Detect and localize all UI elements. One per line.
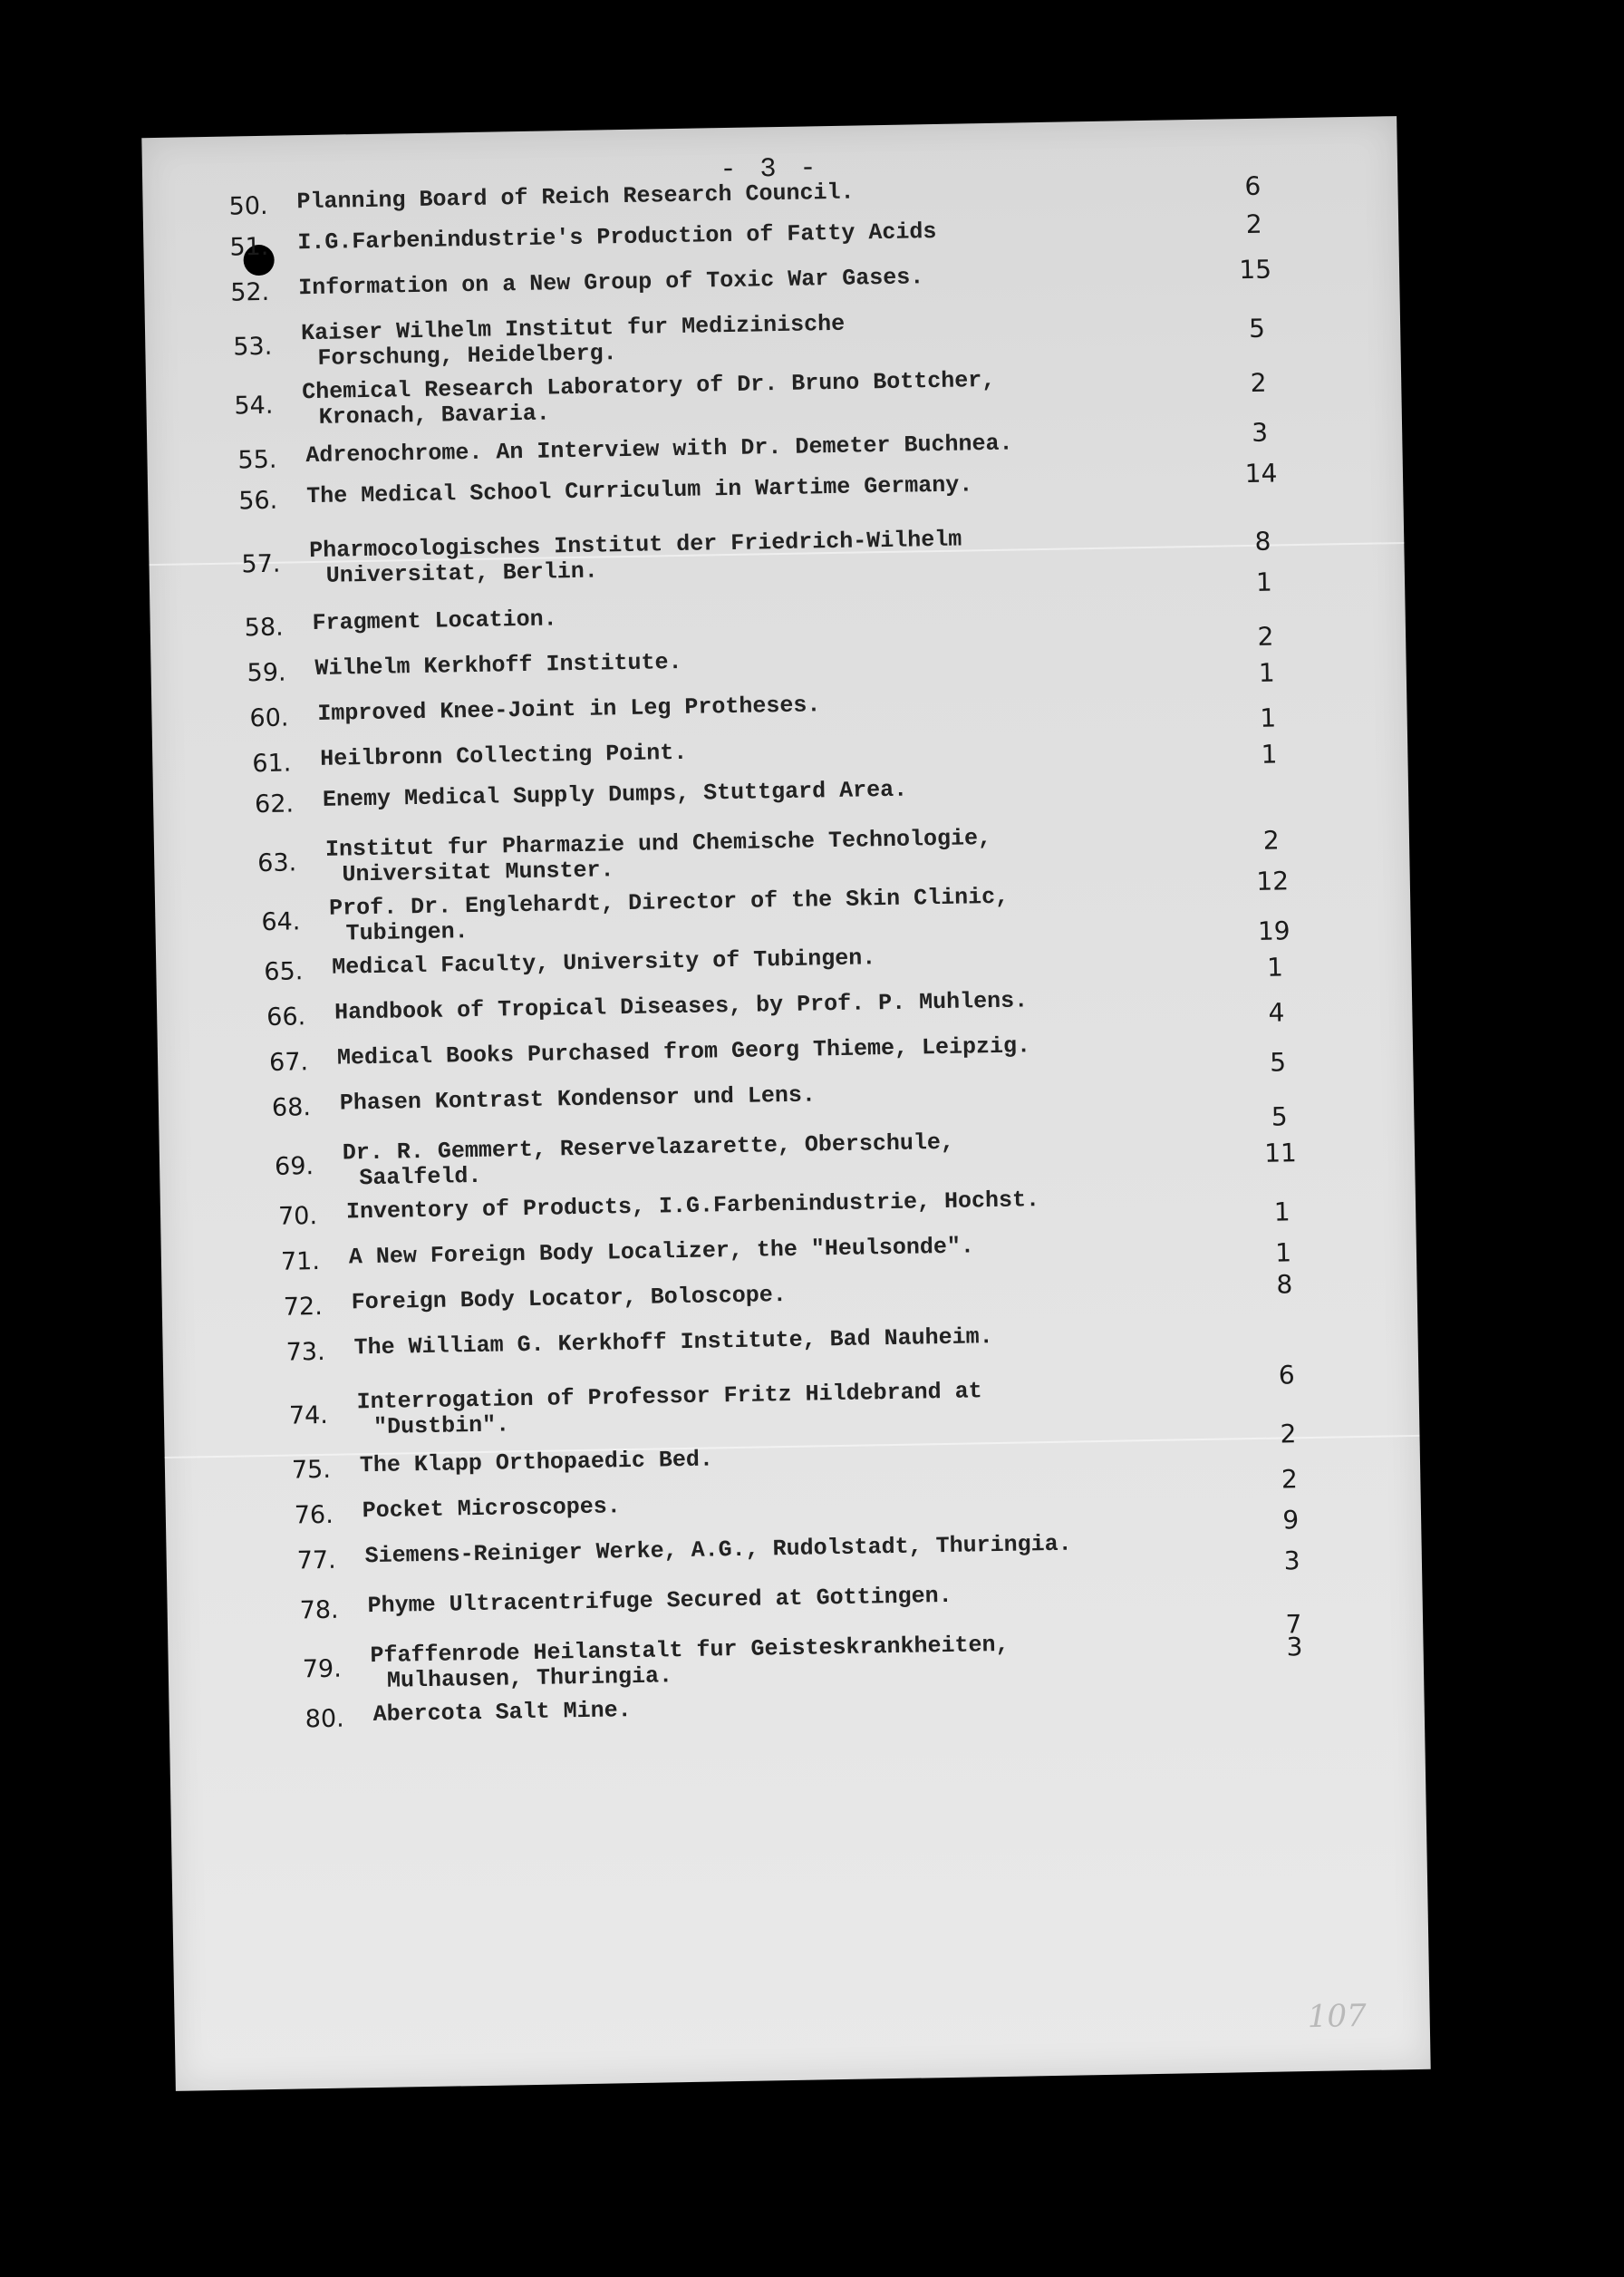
page-count: 1 — [1273, 1197, 1290, 1227]
entry-title-line: The Klapp Orthopaedic Bed. — [359, 1446, 714, 1479]
entry-title-line: Planning Board of Reich Research Council. — [296, 179, 855, 216]
page-count: 5 — [1271, 1101, 1288, 1132]
entry-title-line: Universitat Munster. — [342, 857, 614, 888]
page-count: 8 — [1254, 526, 1271, 557]
entry-title — [343, 1130, 955, 1192]
entry-title — [320, 741, 688, 772]
entry-title-line: "Dustbin". — [372, 1411, 510, 1440]
entry-title-line: Universitat, Berlin. — [325, 557, 599, 589]
entry-title-line: Foreign Body Locator, Boloscope. — [351, 1282, 788, 1316]
entry-title-line: Handbook of Tropical Diseases, by Prof. P. Muhlens. — [334, 987, 1029, 1026]
entry-number: 61. — [252, 749, 292, 779]
entry-number: 75. — [291, 1455, 332, 1485]
entry-title-line: Forschung, Heidelberg. — [317, 340, 617, 372]
page-count: 1 — [1274, 1237, 1292, 1268]
list-item — [149, 519, 1404, 589]
entry-title — [370, 1633, 1010, 1694]
entry-title-line: Phyme Ultracentrifuge Secured at Gottingen. — [367, 1582, 952, 1620]
page-count: 1 — [1255, 567, 1273, 597]
entry-number: 57. — [241, 549, 281, 579]
page-count: 3 — [1251, 417, 1269, 448]
page-number: - 3 - — [720, 153, 820, 187]
entry-title — [372, 1698, 631, 1728]
entry-title-line: The Medical School Curriculum in Wartime Germany. — [305, 471, 973, 510]
page-count: 2 — [1262, 825, 1281, 856]
entry-number: 63. — [257, 848, 297, 878]
list-item — [145, 302, 1400, 372]
entry-title-line: Phasen Kontrast Kondensor und Lens. — [339, 1081, 817, 1117]
entry-title — [301, 312, 846, 372]
entry-title-line: Fragment Location. — [312, 606, 557, 637]
entry-title-line: Medical Faculty, University of Tubingen. — [332, 945, 876, 981]
entry-number: 72. — [283, 1292, 324, 1322]
entry-title — [323, 778, 907, 813]
entry-number: 66. — [266, 1003, 306, 1032]
page-count: 3 — [1286, 1632, 1303, 1662]
entry-number: 71. — [280, 1247, 321, 1276]
entry-number: 56. — [238, 486, 278, 516]
document-page — [141, 116, 1430, 2091]
entry-title — [360, 1447, 714, 1478]
entry-number: 62. — [254, 790, 295, 819]
entry-title — [325, 826, 992, 888]
list-item — [163, 1360, 1418, 1440]
entry-title — [349, 1234, 975, 1270]
entry-title-line: Pocket Microscopes. — [362, 1493, 622, 1525]
entry-number: 68. — [271, 1093, 312, 1122]
page-count: 6 — [1244, 170, 1262, 202]
entry-title — [353, 1324, 993, 1361]
entry-title-line: Kaiser Wilhelm Institut fur Medizinische — [300, 310, 846, 347]
page-count: 5 — [1248, 313, 1266, 344]
entry-title-line: Prof. Dr. Englehardt, Director of the Skin Clinic, — [328, 883, 1010, 922]
entry-title-line: Enemy Medical Supply Dumps, Stuttgard Area. — [322, 776, 908, 813]
entry-list — [141, 116, 1430, 2091]
entry-number: 64. — [261, 907, 301, 937]
entry-number: 73. — [285, 1337, 325, 1367]
entry-title-line: Institut fur Pharmazie und Chemische Technologie, — [324, 825, 992, 863]
entry-title — [367, 1584, 952, 1619]
entry-number: 51. — [229, 232, 269, 262]
entry-number: 76. — [294, 1500, 334, 1530]
entry-number: 50. — [228, 191, 268, 221]
entry-title — [352, 1283, 787, 1315]
entry-number: 60. — [249, 703, 289, 733]
entry-title-line: Inventory of Products, I.G.Farbenindustrie, Hochst. — [345, 1187, 1040, 1226]
entry-title-line: Chemical Research Laboratory of Dr. Bruno Bottcher, — [301, 366, 996, 406]
page-count: 1 — [1266, 952, 1284, 983]
entry-number: 65. — [264, 957, 304, 987]
entry-number: 69. — [274, 1152, 314, 1181]
entry-title — [317, 693, 820, 727]
page-count: 1 — [1258, 657, 1275, 688]
page-count: 3 — [1283, 1545, 1300, 1576]
entry-title-line: I.G.Farbenindustrie's Production of Fatty Acids — [297, 218, 937, 257]
list-item — [143, 208, 1398, 262]
entry-title-line: Abercota Salt Mine. — [372, 1697, 632, 1729]
entry-number: 77. — [296, 1545, 336, 1575]
entry-title — [302, 368, 996, 431]
entry-title-line: Tubingen. — [345, 918, 469, 947]
entry-title — [364, 1532, 1072, 1570]
page-count: 2 — [1280, 1419, 1297, 1449]
entry-title — [329, 885, 1010, 947]
page-count: 2 — [1250, 367, 1267, 398]
page-count: 4 — [1268, 997, 1285, 1028]
page-count: 12 — [1256, 866, 1290, 896]
page-count: 5 — [1269, 1047, 1287, 1078]
entry-title — [297, 219, 937, 256]
page-count: 6 — [1278, 1360, 1295, 1390]
entry-number: 80. — [304, 1704, 344, 1734]
entry-title — [305, 431, 1013, 470]
list-item — [142, 170, 1397, 221]
entry-number: 55. — [237, 445, 277, 475]
entry-title-line: Wilhelm Kerkhoff Institute. — [314, 648, 682, 682]
page-count: 2 — [1257, 621, 1274, 652]
entry-title-line: Saalfeld. — [359, 1162, 482, 1192]
page-count: 11 — [1263, 1138, 1298, 1168]
entry-title-line: Improved Knee-Joint in Leg Protheses. — [317, 692, 821, 727]
entry-title-line: Pharmocologisches Institut der Friedrich-Wilhelm — [309, 526, 962, 565]
entry-number: 59. — [246, 658, 286, 688]
entry-number: 74. — [288, 1400, 329, 1430]
page-count: 19 — [1257, 916, 1290, 946]
entry-title — [334, 988, 1028, 1025]
entry-title — [296, 180, 855, 216]
entry-number: 70. — [277, 1202, 318, 1231]
entry-title — [312, 606, 556, 636]
page-count: 9 — [1282, 1505, 1300, 1536]
entry-title — [298, 265, 924, 301]
page-count: 2 — [1281, 1464, 1299, 1495]
entry-number: 67. — [268, 1048, 309, 1077]
entry-number: 58. — [244, 613, 284, 643]
entry-title — [340, 1082, 817, 1116]
page-count: 14 — [1244, 458, 1278, 489]
entry-title-line: Information on a New Group of Toxic War Gases. — [297, 264, 924, 302]
entry-title-line: Medical Books Purchased from Georg Thieme, Leipzig. — [336, 1032, 1031, 1071]
page-count: 8 — [1276, 1269, 1293, 1300]
entry-title-line: Heilbronn Collecting Point. — [320, 739, 688, 772]
entry-title — [306, 472, 973, 509]
page-count: 1 — [1261, 739, 1278, 770]
entry-title — [337, 1033, 1030, 1071]
entry-title-line: Kronach, Bavaria. — [318, 400, 550, 431]
entry-title-line: Interrogation of Professor Fritz Hildebrand at — [356, 1378, 982, 1416]
entry-title-line: Mulhausen, Thuringia. — [386, 1662, 673, 1694]
entry-number: 79. — [302, 1654, 343, 1684]
entry-title-line: Dr. R. Gemmert, Reservelazarette, Oberschule, — [342, 1129, 955, 1167]
entry-number: 53. — [233, 332, 273, 362]
entry-title — [332, 945, 876, 980]
page-count: 15 — [1239, 254, 1272, 286]
entry-title — [309, 528, 962, 590]
page-count: 2 — [1245, 208, 1262, 239]
page-count: 1 — [1260, 702, 1277, 733]
entry-title-line: Siemens-Reiniger Werke, A.G., Rudolstadt, Thuringia. — [364, 1530, 1072, 1570]
handwritten-note: 107 — [1307, 1997, 1368, 2036]
entry-title-line: The William G. Kerkhoff Institute, Bad Nauheim. — [353, 1323, 993, 1361]
entry-number: 54. — [234, 391, 274, 421]
entry-title — [314, 650, 682, 682]
page-count: 7 — [1285, 1609, 1302, 1640]
entry-title — [356, 1379, 982, 1440]
entry-title-line: A New Foreign Body Localizer, the "Heulsonde". — [348, 1233, 975, 1271]
entry-number: 52. — [230, 277, 270, 307]
entry-title — [346, 1187, 1039, 1225]
entry-title-line: Pfaffenrode Heilanstalt fur Geisteskrankheiten, — [370, 1631, 1010, 1670]
entry-title-line: Adrenochrome. An Interview with Dr. Demeter Buchnea. — [305, 430, 1013, 470]
entry-number: 78. — [299, 1595, 339, 1625]
entry-title — [362, 1494, 621, 1524]
list-item — [144, 254, 1399, 307]
